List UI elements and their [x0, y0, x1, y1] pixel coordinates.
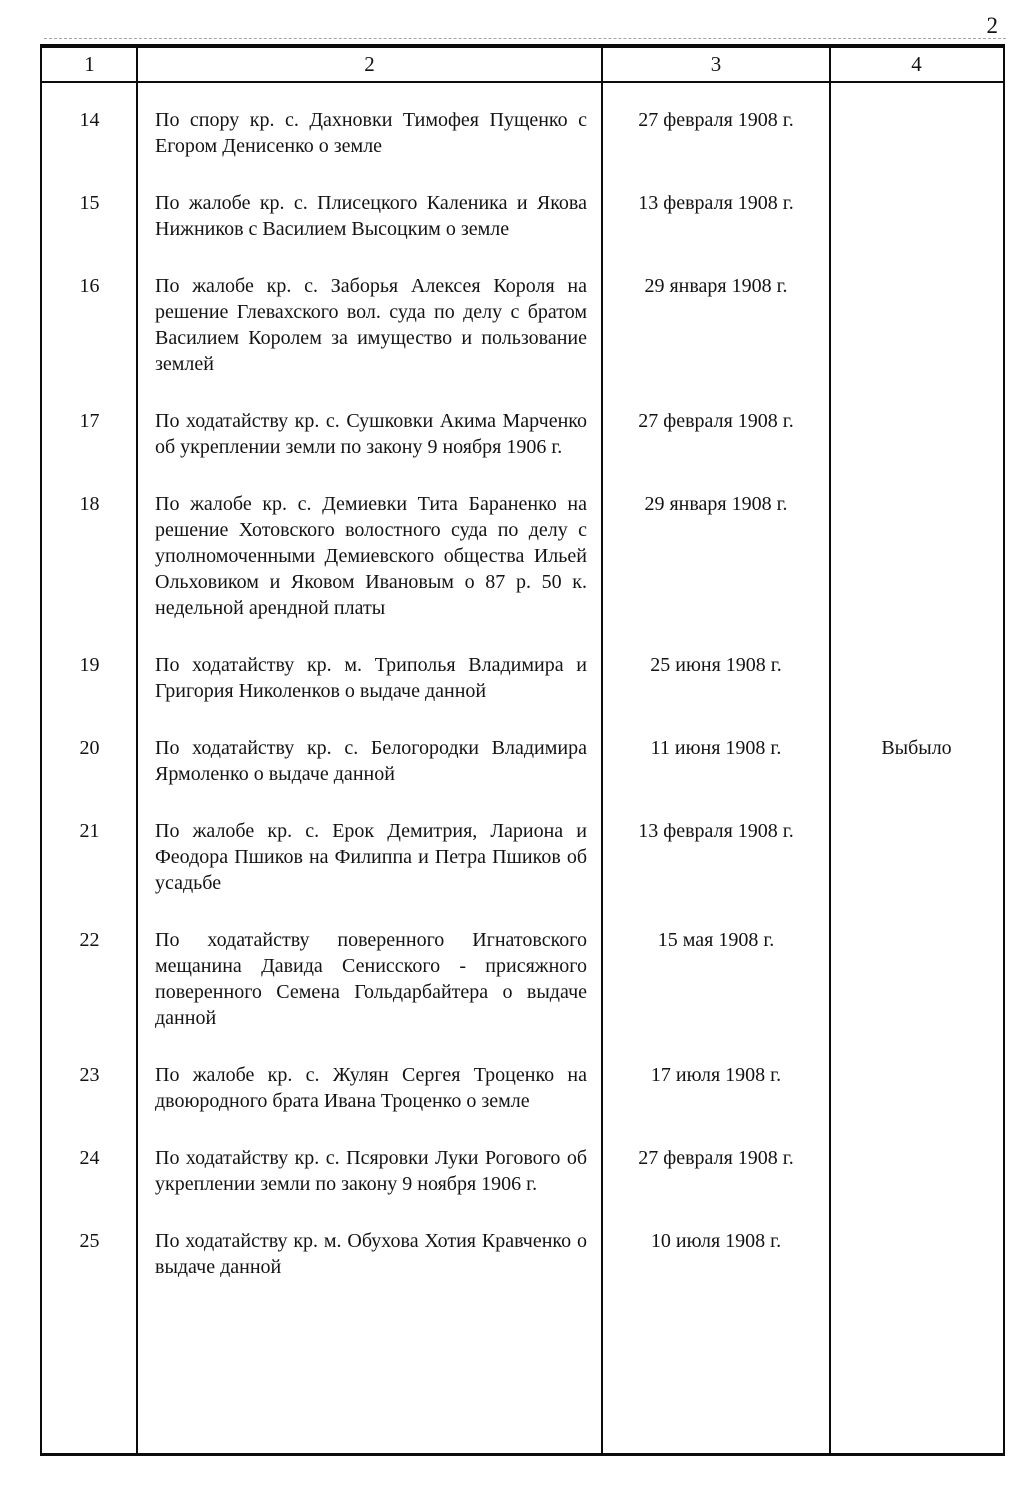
case-description: По ходатайству кр. м. Триполья Владимира и Григория Николенков о выдаче данной	[155, 654, 587, 702]
table-row	[42, 818, 1003, 927]
table-rows	[42, 83, 1003, 1311]
table-row	[42, 927, 1003, 1062]
table-row	[42, 652, 1003, 735]
table-row	[42, 273, 1003, 408]
table-row	[42, 190, 1003, 273]
case-description: По жалобе кр. с. Ерок Демитрия, Лариона и Феодора Пшиков на Филиппа и Петра Пшиков об усадьбе	[155, 820, 587, 894]
case-number: 23	[79, 1064, 100, 1086]
case-date: 27 февраля 1908 г.	[638, 1147, 794, 1169]
case-number: 24	[79, 1147, 100, 1169]
case-date: 13 февраля 1908 г.	[638, 192, 794, 214]
case-number: 19	[79, 654, 100, 676]
case-date: 29 января 1908 г.	[644, 493, 788, 515]
case-number: 22	[79, 929, 100, 951]
case-note: Выбыло	[881, 737, 952, 759]
case-description: По жалобе кр. с. Плисецкого Каленика и Якова Нижников с Василием Высоцким о земле	[155, 192, 587, 240]
column-header-2: 2	[364, 52, 375, 76]
table-row	[42, 1145, 1003, 1228]
case-description: По ходатайству кр. м. Обухова Хотия Кравченко о выдаче данной	[155, 1230, 587, 1278]
case-note	[830, 927, 1003, 1031]
case-note	[830, 1062, 1003, 1114]
scan-artifact-rule	[44, 38, 1006, 39]
column-divider-3	[829, 48, 831, 1453]
case-number: 17	[79, 410, 100, 432]
case-note	[830, 190, 1003, 242]
case-note	[830, 273, 1003, 377]
case-number: 20	[79, 737, 100, 759]
case-description: По ходатайству поверенного Игнатовского мещанина Давида Сенисского - присяжного поверенного Семена Гольдарбайтера о выдаче данной	[155, 929, 587, 1029]
column-header-1: 1	[84, 52, 95, 76]
column-divider-2	[601, 48, 603, 1453]
case-date: 13 февраля 1908 г.	[638, 820, 794, 842]
case-number: 14	[79, 109, 100, 131]
case-number: 16	[79, 275, 100, 297]
case-description: По жалобе кр. с. Демиевки Тита Бараненко на решение Хотовского волостного суда по делу с уполномоченными Демиевского общества Ильей Ольховиком и Яковом Ивановым о 87 р. 50 к. недельной арендной платы	[155, 493, 587, 619]
case-note	[830, 107, 1003, 159]
table-row	[42, 491, 1003, 652]
case-number: 18	[79, 493, 100, 515]
case-date: 17 июля 1908 г.	[650, 1064, 782, 1086]
case-date: 29 января 1908 г.	[644, 275, 788, 297]
case-register-table	[40, 44, 1005, 1456]
case-date: 25 июня 1908 г.	[650, 654, 782, 676]
case-description: По ходатайству кр. с. Белогородки Владимира Ярмоленко о выдаче данной	[155, 737, 587, 785]
case-description: По ходатайству кр. с. Псяровки Луки Рогового об укреплении земли по закону 9 ноября 1906 г.	[155, 1147, 587, 1195]
case-note	[830, 652, 1003, 704]
case-date: 27 февраля 1908 г.	[638, 410, 794, 432]
page-number: 2	[986, 13, 998, 38]
case-description: По спору кр. с. Дахновки Тимофея Пущенко с Егором Денисенко о земле	[155, 109, 587, 157]
case-description: По ходатайству кр. с. Сушковки Акима Марченко об укреплении земли по закону 9 ноября 1906 г.	[155, 410, 587, 458]
case-description: По жалобе кр. с. Жулян Сергея Троценко на двоюродного брата Ивана Троценко о земле	[155, 1064, 587, 1112]
case-note	[830, 408, 1003, 460]
case-note	[830, 1228, 1003, 1280]
table-row	[42, 735, 1003, 818]
case-date: 10 июля 1908 г.	[650, 1230, 782, 1252]
table-row	[42, 107, 1003, 190]
case-note	[830, 818, 1003, 896]
case-number: 15	[79, 192, 100, 214]
case-number: 21	[79, 820, 100, 842]
case-date: 15 мая 1908 г.	[657, 929, 775, 951]
column-divider-1	[136, 48, 138, 1453]
case-description: По жалобе кр. с. Заборья Алексея Короля на решение Глевахского вол. суда по делу с братом Василием Королем за имущество и пользование землей	[155, 275, 587, 375]
table-row	[42, 408, 1003, 491]
table-header-row	[42, 48, 1003, 83]
table-row	[42, 1062, 1003, 1145]
table-row	[42, 1228, 1003, 1311]
case-note	[830, 1145, 1003, 1197]
case-date: 27 февраля 1908 г.	[638, 109, 794, 131]
column-header-3: 3	[710, 52, 722, 76]
case-date: 11 июня 1908 г.	[650, 737, 782, 759]
case-number: 25	[79, 1230, 100, 1252]
case-note	[830, 491, 1003, 621]
column-header-4: 4	[911, 52, 922, 76]
